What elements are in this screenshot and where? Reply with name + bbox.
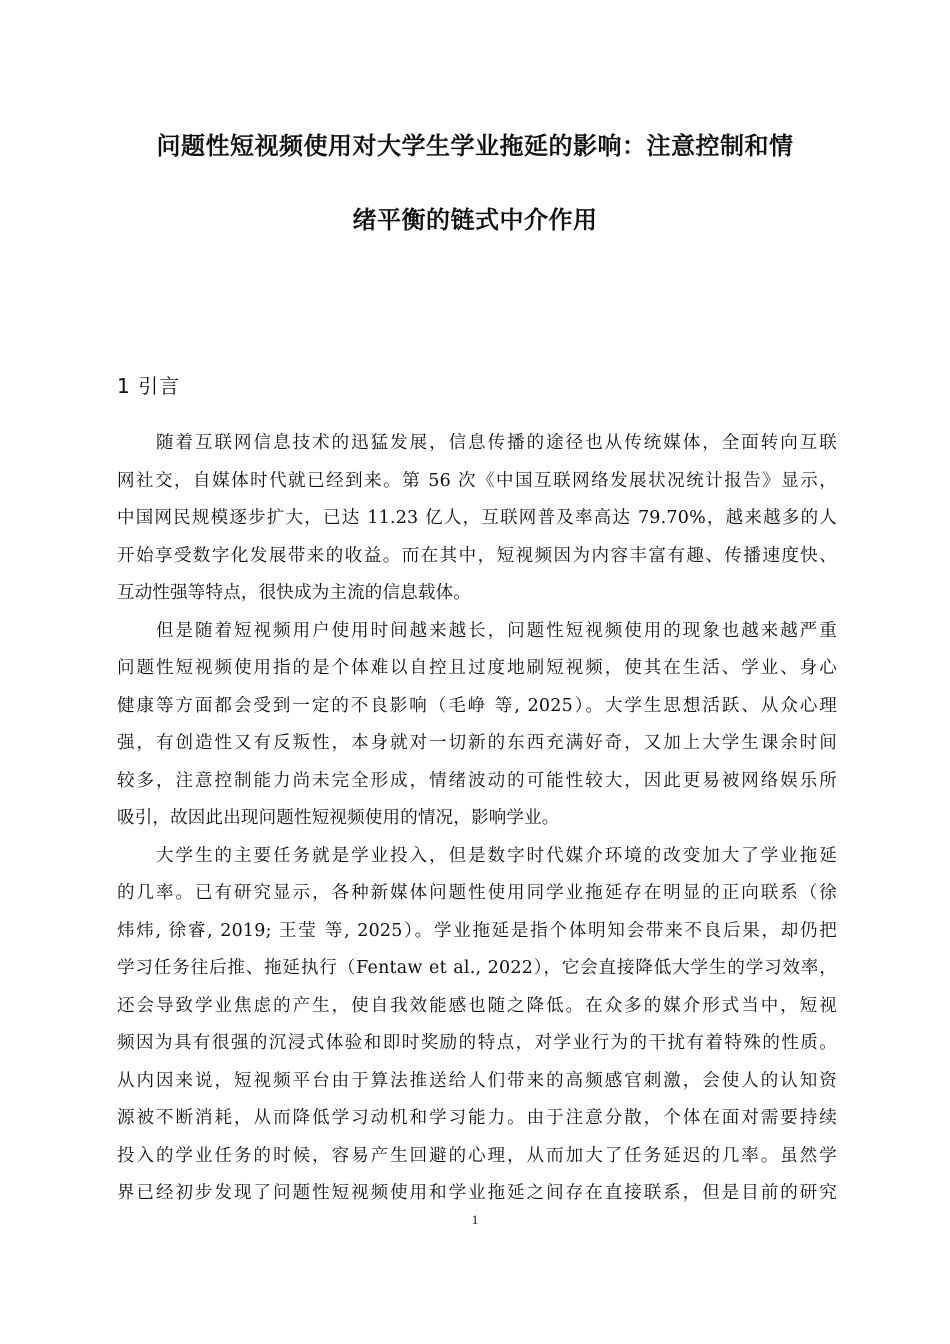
text-line: 的几率。已有研究显示，各种新媒体问题性使用同学业拖延存在明显的正向联系（徐 [117,883,837,903]
text-line: 炜炜, 徐睿, 2019; 王莹 等, 2025）。学业拖延是指个体明知会带来不良后果，却仍把 [117,920,837,941]
page-number: 1 [471,1212,479,1227]
text-line: 问题性短视频使用指的是个体难以自控且过度地刷短视频，使其在生活、学业、身心 [117,658,837,678]
paragraph-1 [117,425,837,613]
paragraph-2 [117,613,837,838]
paragraph-3 [117,838,837,1213]
text-line: 吸引，故因此出现问题性短视频使用的情况，影响学业。 [117,808,560,828]
text-line: 网社交，自媒体时代就已经到来。第 56 次《中国互联网络发展状况统计报告》显示， [117,470,837,491]
text-line: 学习任务往后推、拖延执行（Fentaw et al., 2022），它会直接降低大学生的学习效率， [117,958,837,978]
text-line: 互动性强等特点，很快成为主流的信息载体。 [117,583,471,603]
text-line: 较多，注意控制能力尚未完全形成，情绪波动的可能性较大，因此更易被网络娱乐所 [117,770,837,791]
text-line: 频因为具有很强的沉浸式体验和即时奖励的特点，对学业行为的干扰有着特殊的性质。 [117,1033,837,1053]
text-line: 还会导致学业焦虑的产生，使自我效能感也随之降低。在众多的媒介形式当中，短视 [117,995,837,1016]
section-heading-introduction: 1 引言 [117,374,181,398]
body-text [117,425,837,1213]
text-line: 健康等方面都会受到一定的不良影响（毛峥 等, 2025）。大学生思想活跃、从众心理 [117,695,837,716]
paper-title-line-1: 问题性短视频使用对大学生学业拖延的影响：注意控制和情 [156,132,794,160]
text-line: 投入的学业任务的时候，容易产生回避的心理，从而加大了任务延迟的几率。虽然学 [117,1145,837,1166]
text-line: 强，有创造性又有反叛性，本身就对一切新的东西充满好奇，又加上大学生课余时间 [117,733,837,753]
text-line: 源被不断消耗，从而降低学习动机和学习能力。由于注意分散，个体在面对需要持续 [117,1108,837,1128]
text-line: 但是随着短视频用户使用时间越来越长，问题性短视频使用的现象也越来越严重 [117,620,837,641]
paper-title-line-2: 绪平衡的链式中介作用 [352,206,598,234]
text-line: 随着互联网信息技术的迅猛发展，信息传播的途径也从传统媒体，全面转向互联 [117,433,837,453]
text-line: 界已经初步发现了问题性短视频使用和学业拖延之间存在直接联系，但是目前的研究 [117,1183,837,1203]
text-line: 从内因来说，短视频平台由于算法推送给人们带来的高频感官刺激，会使人的认知资 [117,1070,837,1091]
text-line: 开始享受数字化发展带来的收益。而在其中，短视频因为内容丰富有趣、传播速度快、 [117,545,837,566]
text-line: 中国网民规模逐步扩大，已达 11.23 亿人，互联网普及率高达 79.70%，越来越多的人 [117,508,837,528]
text-line: 大学生的主要任务就是学业投入，但是数字时代媒介环境的改变加大了学业拖延 [117,845,837,866]
